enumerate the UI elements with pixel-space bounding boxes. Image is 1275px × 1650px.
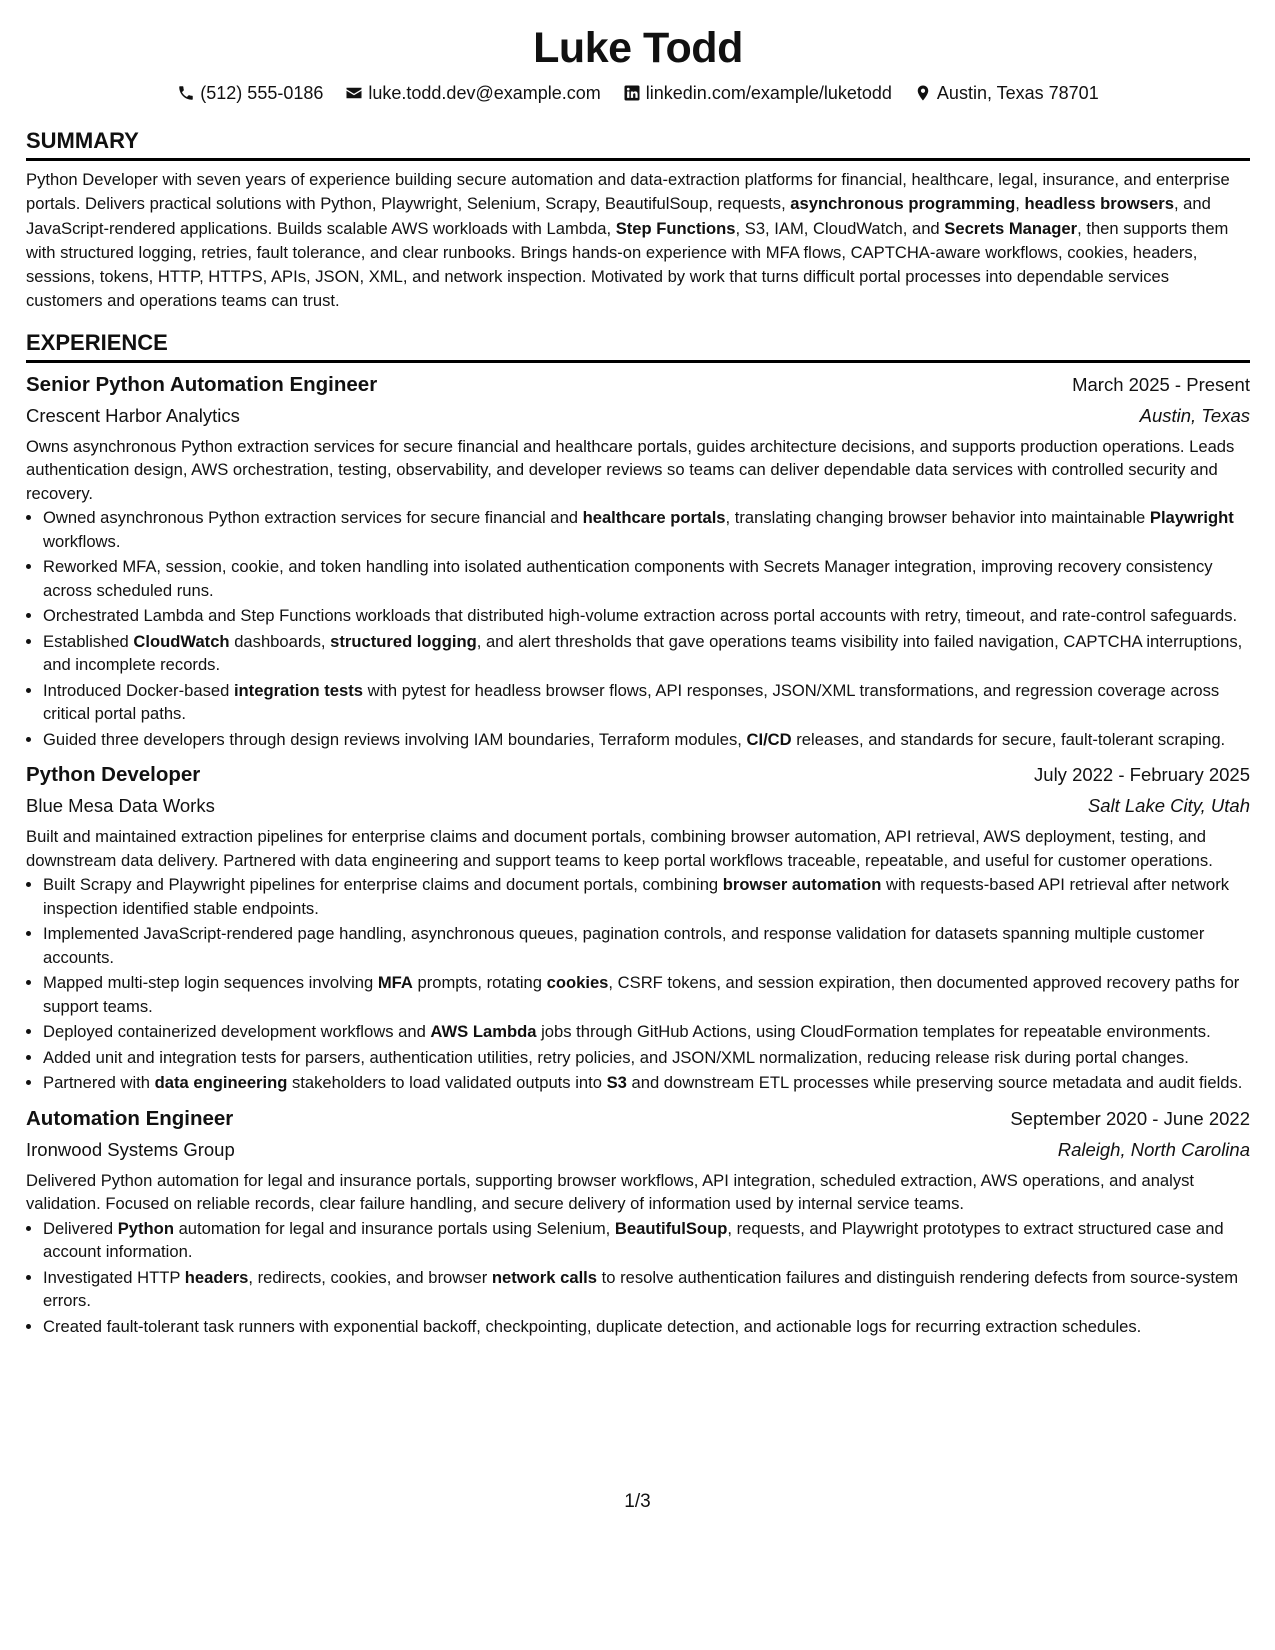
bold-text: integration tests	[233, 680, 364, 700]
text-run: stakeholders to load validated outputs into	[287, 1073, 607, 1093]
text-run: Added unit and integration tests for parsers, authentication utilities, retry policies, and JSON/XML normalization, reducing release risk during portal changes.	[43, 1047, 1189, 1067]
linkedin-url[interactable]: linkedin.com/example/luketodd	[645, 83, 892, 103]
bullet-item	[43, 1266, 1250, 1313]
text-run: , requests, and Playwright prototypes to extract structured case and account information.	[43, 1218, 1224, 1262]
text-run: , translating changing browser behavior into maintainable	[725, 508, 1150, 528]
text-run: Introduced Docker-based	[43, 680, 234, 700]
bullet-item	[43, 679, 1250, 726]
text-run: Established	[43, 631, 134, 651]
bullet-item	[43, 555, 1250, 602]
text-run: , and JavaScript-rendered applications. Builds scalable AWS workloads with Lambda,	[26, 194, 1211, 238]
job-title: Automation Engineer	[26, 1106, 234, 1130]
text-run: with pytest for headless browser flows, API responses, JSON/XML transformations, and regression coverage across critical portal paths.	[43, 680, 1220, 724]
text-run: Deployed containerized development workflows and	[43, 1022, 431, 1042]
bullet-item	[43, 1020, 1250, 1044]
phone-icon	[177, 84, 195, 102]
text-run: Python Developer with seven years of experience building secure automation and data-extraction platforms for financial, healthcare, legal, insurance, and enterprise portals. Delivers practical solutions with Python, Playwright, Selenium, Scrapy, BeautifulSoup, requests,	[26, 170, 1230, 214]
bold-text: headers	[184, 1267, 249, 1287]
bullet-item	[43, 1217, 1250, 1264]
text-run: releases, and standards for secure, fault-tolerant scraping.	[791, 729, 1226, 749]
text-run: dashboards,	[229, 631, 331, 651]
email-address[interactable]: luke.todd.dev@example.com	[368, 83, 601, 103]
summary-text	[26, 168, 1250, 314]
bullet-item	[43, 1315, 1250, 1339]
text-run: and downstream ETL processes while preserving source metadata and audit fields.	[626, 1073, 1243, 1093]
job-bullets	[26, 1217, 1250, 1339]
text-run: Mapped multi-step login sequences involving	[43, 973, 378, 993]
job-description: Owns asynchronous Python extraction services for secure financial and healthcare portals, guides architecture decisions, and supports production operations. Leads authentication design, AWS orchestration, testing, observability, and developer reviews so teams can deliver dependable data services with controlled security and recovery.	[26, 436, 1235, 503]
text-run: ,	[1015, 194, 1025, 214]
bold-text: Python	[117, 1218, 174, 1238]
job-dates: September 2020 - June 2022	[1010, 1107, 1250, 1129]
resume-page	[26, 22, 1250, 1340]
bold-text: data engineering	[154, 1073, 288, 1093]
text-run: Created fault-tolerant task runners with exponential backoff, checkpointing, duplicate detection, and actionable logs for recurring extraction schedules.	[43, 1316, 1142, 1336]
text-run: prompts, rotating	[412, 973, 547, 993]
section-title-experience: EXPERIENCE	[26, 329, 1250, 363]
bullet-item	[43, 873, 1250, 920]
text-run: Orchestrated Lambda and Step Functions workloads that distributed high-volume extraction across portal accounts with retry, timeout, and rate-control safeguards.	[43, 606, 1238, 626]
contact-bar	[26, 81, 1250, 105]
job-location: Raleigh, North Carolina	[1057, 1138, 1250, 1160]
bold-text: asynchronous programming	[790, 194, 1016, 214]
job-entry	[26, 1103, 1250, 1339]
bullet-item	[43, 1071, 1250, 1095]
text-run: Reworked MFA, session, cookie, and token handling into isolated authentication components with Secrets Manager integration, improving recovery consistency across scheduled runs.	[43, 557, 1213, 600]
job-location: Austin, Texas	[1139, 404, 1250, 426]
text-run: , CSRF tokens, and session expiration, then documented approved recovery paths for support teams.	[43, 973, 1240, 1016]
bold-text: MFA	[377, 973, 413, 993]
job-title: Senior Python Automation Engineer	[26, 372, 378, 396]
bullet-item	[43, 1046, 1250, 1070]
job-entry	[26, 759, 1250, 1095]
experience-section	[26, 329, 1250, 1339]
job-description: Delivered Python automation for legal and insurance portals, supporting browser workflows, API integration, scheduled extraction, AWS operations, and analyst validation. Focused on reliable records, clear failure handling, and secure delivery of information used by internal service teams.	[26, 1170, 1195, 1214]
job-title: Python Developer	[26, 763, 201, 787]
text-run: , and alert thresholds that gave operations teams visibility into failed navigation, CAPTCHA interruptions, and incomplete records.	[43, 631, 1243, 675]
text-run: Built Scrapy and Playwright pipelines for enterprise claims and document portals, combining	[43, 875, 723, 895]
text-run: Partnered with	[43, 1073, 155, 1093]
job-location: Salt Lake City, Utah	[1087, 795, 1250, 817]
bullet-item	[43, 604, 1250, 628]
bold-text: cookies	[546, 973, 609, 993]
job-bullets	[26, 506, 1250, 751]
location-text: Austin, Texas 78701	[936, 83, 1099, 103]
text-run: , S3, IAM, CloudWatch, and	[735, 218, 945, 238]
map-pin-icon	[914, 84, 932, 102]
contact-phone	[177, 81, 323, 105]
text-run: with requests-based API retrieval after network inspection identified stable endpoints.	[43, 875, 1230, 918]
bullet-item	[43, 728, 1250, 752]
candidate-name: Luke Todd	[533, 24, 743, 72]
bold-text: Secrets Manager	[944, 218, 1078, 238]
job-bullets	[26, 873, 1250, 1095]
bold-text: headless browsers	[1024, 194, 1174, 214]
text-run: , redirects, cookies, and browser	[248, 1267, 492, 1287]
bullet-item	[43, 630, 1250, 677]
job-company: Crescent Harbor Analytics	[26, 404, 240, 426]
text-run: workflows.	[43, 531, 121, 551]
bold-text: BeautifulSoup	[614, 1218, 728, 1238]
text-run: jobs through GitHub Actions, using CloudFormation templates for repeatable environments.	[536, 1022, 1211, 1042]
bold-text: CI/CD	[746, 729, 792, 749]
bullet-item	[43, 922, 1250, 969]
text-run: Investigated HTTP	[43, 1267, 185, 1287]
bullet-item	[43, 971, 1250, 1018]
text-run: , then supports them with structured logging, retries, fault tolerance, and clear runbooks. Brings hands-on experience with MFA flows, CAPTCHA-aware workflows, cookies, headers, sessions, tokens, HTTP, HTTPS, APIs, JSON, XML, and network inspection. Motivated by work that turns difficult portal processes into dependable services customers and operations teams can trust.	[26, 218, 1229, 311]
bold-text: CloudWatch	[133, 631, 230, 651]
bold-text: healthcare portals	[582, 508, 726, 528]
summary-section	[26, 127, 1250, 314]
bold-text: structured logging	[330, 631, 477, 651]
bold-text: Playwright	[1149, 508, 1234, 528]
text-run: to resolve authentication failures and distinguish rendering defects from source-system errors.	[43, 1267, 1239, 1311]
job-company: Ironwood Systems Group	[26, 1138, 235, 1160]
text-run: Delivered	[43, 1218, 118, 1238]
phone-number: (512) 555-0186	[200, 83, 324, 103]
job-entry	[26, 369, 1250, 752]
text-run: Owned asynchronous Python extraction services for secure financial and	[43, 508, 583, 528]
bold-text: AWS Lambda	[430, 1022, 537, 1042]
linkedin-icon	[623, 84, 641, 102]
bullet-item	[43, 506, 1250, 553]
text-run: Implemented JavaScript-rendered page handling, asynchronous queues, pagination controls, and response validation for datasets spanning multiple customer accounts.	[43, 924, 1205, 967]
bold-text: browser automation	[722, 875, 882, 895]
section-title-summary: SUMMARY	[26, 127, 1250, 161]
job-dates: March 2025 - Present	[1072, 373, 1250, 395]
bold-text: network calls	[491, 1267, 598, 1287]
job-company: Blue Mesa Data Works	[26, 795, 215, 817]
bold-text: S3	[606, 1073, 627, 1093]
text-run: Guided three developers through design reviews involving IAM boundaries, Terraform modules,	[43, 729, 747, 749]
contact-linkedin[interactable]	[623, 81, 892, 105]
text-run: automation for legal and insurance portals using Selenium,	[173, 1218, 615, 1238]
job-description: Built and maintained extraction pipelines for enterprise claims and document portals, combining browser automation, API retrieval, AWS deployment, testing, and downstream data delivery. Partnered with data engineering and support teams to keep portal workflows traceable, repeatable, and useful for customer operations.	[26, 827, 1213, 870]
contact-email[interactable]	[345, 81, 600, 105]
contact-location	[914, 81, 1099, 105]
page-indicator: 1/3	[624, 1491, 651, 1512]
job-dates: July 2022 - February 2025	[1034, 764, 1250, 786]
envelope-icon	[345, 84, 363, 102]
bold-text: Step Functions	[615, 218, 736, 238]
